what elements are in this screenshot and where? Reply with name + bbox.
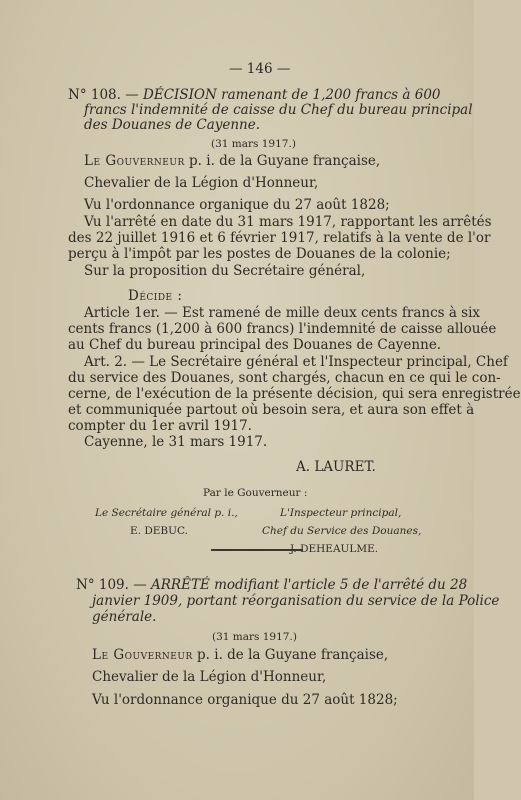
decision-heading-line-2: francs l'indemnité de caisse du Chef du bureau principal xyxy=(84,102,473,118)
left-signatory-name: E. DEBUC. xyxy=(130,525,188,537)
decision-title-rest: ramenant de 1,200 francs à 600 xyxy=(221,87,441,103)
section-divider xyxy=(211,549,303,551)
decision-vu-1: Vu l'ordonnance organique du 27 août 1828; xyxy=(84,197,390,213)
decision-place-date: Cayenne, le 31 mars 1917. xyxy=(84,434,268,450)
arrete-chevalier: Chevalier de la Légion d'Honneur, xyxy=(92,669,327,685)
decision-art2-b: du service des Douanes, sont chargés, chacun en ce qui le con- xyxy=(68,370,501,386)
decision-signatory: A. LAURET. xyxy=(296,459,376,475)
par-le-gouverneur: Par le Gouverneur : xyxy=(203,487,308,499)
left-signatory-title: Le Secrétaire général p. i., xyxy=(95,507,238,519)
decision-art1-c: au Chef du bureau principal des Douanes de Cayenne. xyxy=(68,337,442,353)
decision-decide: Décide : xyxy=(128,288,183,304)
decision-vu-2b: des 22 juillet 1916 et 6 février 1917, relatifs à la vente de l'or xyxy=(68,230,491,246)
decision-art2-a: Art. 2. — Le Secrétaire général et l'Inspecteur principal, Chef xyxy=(84,354,508,370)
decision-vu-2c: perçu à l'impôt par les postes de Douanes de la colonie; xyxy=(68,246,451,262)
arrete-title-rest: modifiant l'article 5 de l'arrêté du 28 xyxy=(214,577,468,593)
decision-chevalier: Chevalier de la Légion d'Honneur, xyxy=(84,175,319,191)
right-signatory-title-1: L'Inspecteur principal, xyxy=(280,507,402,519)
arrete-number: N° 109. — xyxy=(76,577,147,593)
decision-title-word: DÉCISION xyxy=(143,87,217,103)
arrete-date: (31 mars 1917.) xyxy=(212,631,297,643)
decision-vu-2a: Vu l'arrêté en date du 31 mars 1917, rapportant les arrêtés xyxy=(84,214,492,230)
decision-art2-e: compter du 1er avril 1917. xyxy=(68,418,252,434)
arrete-gouverneur-label: Le Gouverneur xyxy=(92,647,193,663)
decision-art2-c: cerne, de l'exécution de la présente décision, qui sera enregistrée xyxy=(68,386,521,402)
decision-art1-b: cents francs (1,200 à 600 francs) l'indemnité de caisse allouée xyxy=(68,321,497,337)
arrete-gouverneur-line xyxy=(92,647,388,663)
decision-art2-d: et communiquée partout où besoin sera, et aura son effet à xyxy=(68,402,475,418)
arrete-heading-line-2: janvier 1909, portant réorganisation du service de la Police xyxy=(92,593,500,609)
gouverneur-label: Le Gouverneur xyxy=(84,153,185,169)
arrete-gouverneur-rest: p. i. de la Guyane française, xyxy=(197,647,389,663)
arrete-heading-line-1 xyxy=(76,577,467,593)
decision-heading-line-1 xyxy=(68,87,441,103)
decision-art1-a: Article 1er. — Est ramené de mille deux cents francs à six xyxy=(84,305,481,321)
decision-sur: Sur la proposition du Secrétaire général, xyxy=(84,263,366,279)
page-number: — 146 — xyxy=(229,61,291,77)
decision-date: (31 mars 1917.) xyxy=(211,138,296,150)
arrete-vu-1: Vu l'ordonnance organique du 27 août 1828; xyxy=(92,692,398,708)
decision-heading-line-3: des Douanes de Cayenne. xyxy=(84,117,261,133)
arrete-heading-line-3: générale. xyxy=(92,609,157,625)
decision-gouverneur-line xyxy=(84,153,380,169)
gouverneur-rest: p. i. de la Guyane française, xyxy=(189,153,381,169)
right-signatory-title-2: Chef du Service des Douanes, xyxy=(262,525,422,537)
arrete-title-word: ARRÊTÉ xyxy=(151,577,210,593)
decision-number: N° 108. — xyxy=(68,87,139,103)
right-signatory-name: J. DEHEAULME. xyxy=(290,543,379,555)
